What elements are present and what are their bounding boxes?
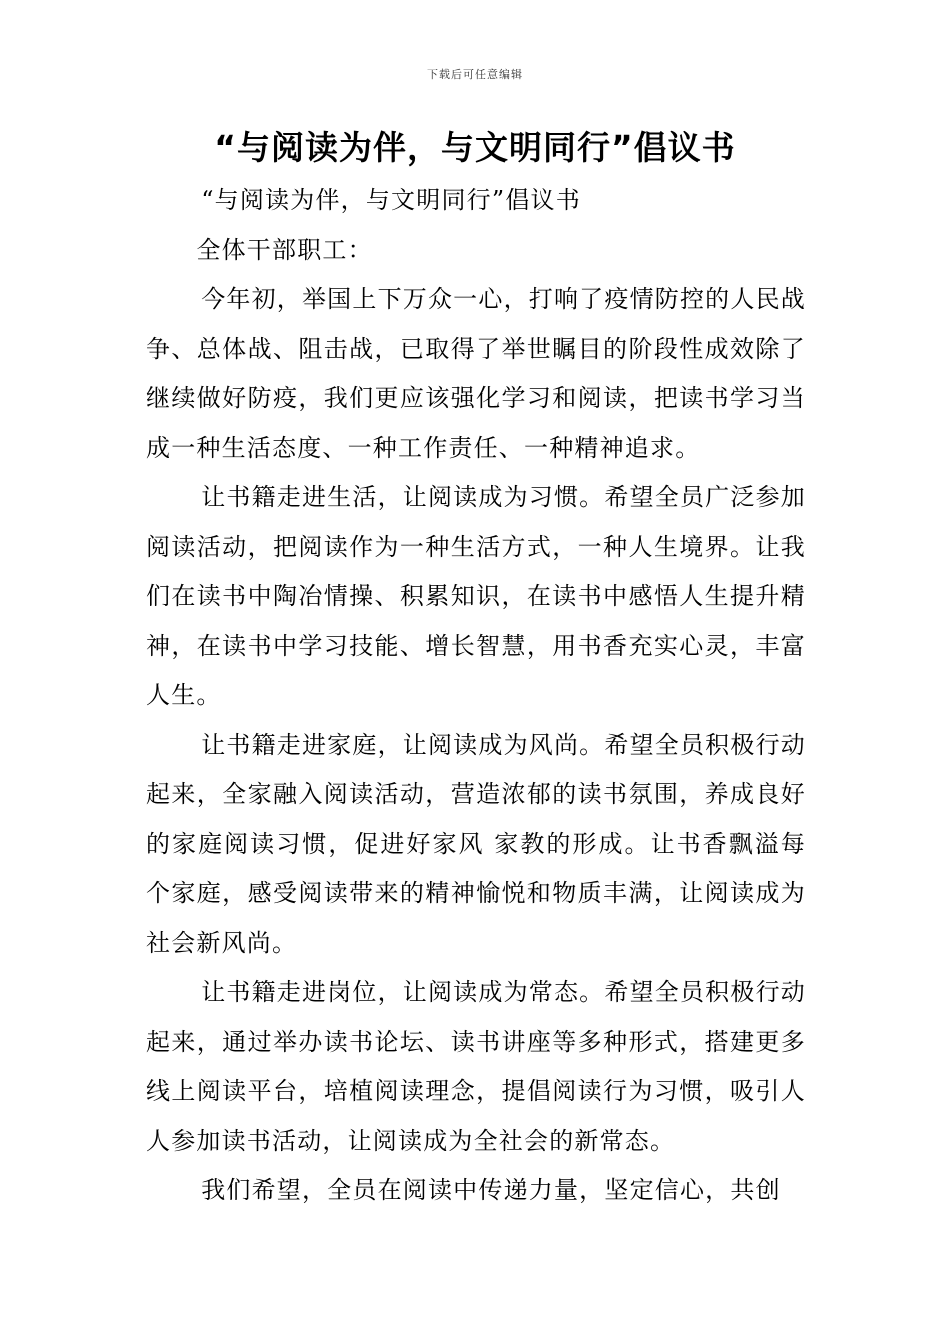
paragraph-1: 今年初，举国上下万众一心，打响了疫情防控的人民战争、总体战、阻击战，已取得了举世瞩目的阶段性成效除了继续做好防疫，我们更应该强化学习和阅读，把读书学习当成一种生活态度、一种工作责任、一种精神追求。 [146,285,806,462]
paragraph-3: 让书籍走进家庭，让阅读成为风尚。希望全员积极行动起来，全家融入阅读活动，营造浓郁的读书氛围，养成良好的家庭阅读习惯，促进好家风 家教的形成。让书香飘溢每个家庭，感受阅读带来的精神愉悦和物质丰满，让阅读成为社会新风尚。 [146,730,806,957]
document-subtitle: “与阅读为伴，与文明同行”倡议书 [201,186,581,214]
paragraph-2: 让书籍走进生活，让阅读成为习惯。希望全员广泛参加阅读活动，把阅读作为一种生活方式，一种人生境界。让我们在读书中陶冶情操、积累知识，在读书中感悟人生提升精神，在读书中学习技能、增长智慧，用书香充实心灵，丰富人生。 [146,483,806,709]
salutation: 全体干部职工： [196,235,373,264]
header-note: 下载后可任意编辑 [427,68,523,81]
paragraph-4: 让书籍走进岗位，让阅读成为常态。希望全员积极行动起来，通过举办读书论坛、读书讲座等多种形式，搭建更多线上阅读平台，培植阅读理念，提倡阅读行为习惯，吸引人人参加读书活动，让阅读成为全社会的新常态。 [146,978,806,1155]
paragraph-5: 我们希望，全员在阅读中传递力量，坚定信心，共创 [201,1176,781,1204]
document-body [146,176,806,1216]
document-title: “与阅读为伴，与文明同行”倡议书 [214,128,736,167]
